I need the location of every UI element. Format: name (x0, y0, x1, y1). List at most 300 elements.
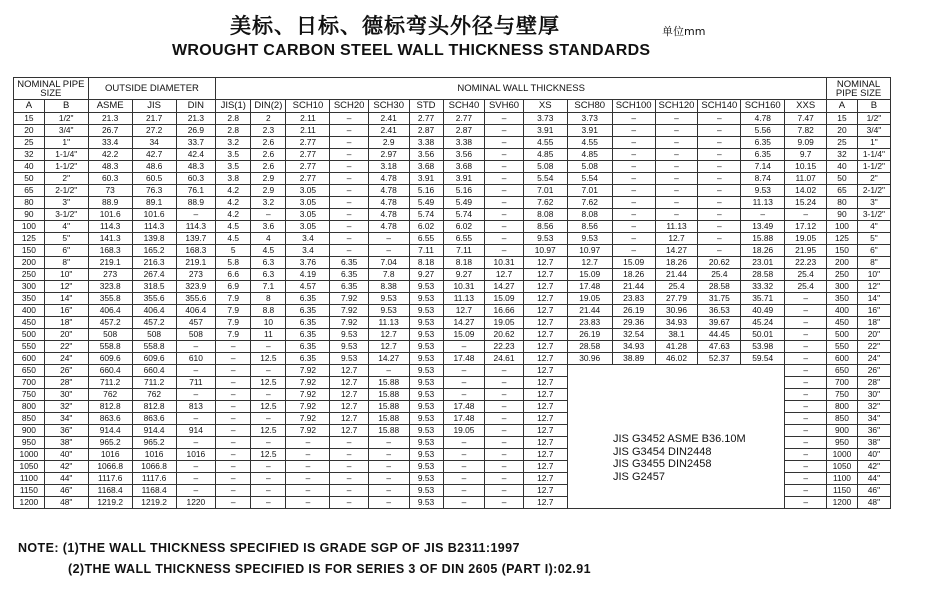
table-cell: 33.4 (88, 137, 132, 149)
table-cell: – (785, 473, 827, 485)
table-cell: 46" (857, 485, 890, 497)
table-cell: 21.3 (88, 113, 132, 125)
table-cell: 6.6 (216, 269, 251, 281)
table-cell: 9.53 (330, 341, 368, 353)
table-cell: – (330, 473, 368, 485)
table-cell: 4" (44, 221, 88, 233)
table-cell: – (443, 365, 485, 377)
table-cell: 17.48 (443, 401, 485, 413)
table-cell: – (368, 485, 409, 497)
table-cell: 13.49 (741, 221, 785, 233)
table-cell: 48.3 (88, 161, 132, 173)
table-cell: – (612, 197, 655, 209)
table-cell: 2.9 (251, 185, 286, 197)
table-cell: – (485, 149, 523, 161)
table-cell: 12.7 (368, 329, 409, 341)
table-cell: 355.6 (132, 293, 176, 305)
table-cell: 26.7 (88, 125, 132, 137)
table-cell: 17.48 (567, 281, 612, 293)
table-cell: 1016 (132, 449, 176, 461)
table-cell: 9.27 (443, 269, 485, 281)
table-cell: 15.88 (741, 233, 785, 245)
table-cell: 7.01 (567, 185, 612, 197)
table-cell: – (216, 377, 251, 389)
table-cell: 3.8 (216, 173, 251, 185)
table-cell: 250 (827, 269, 858, 281)
table-row (14, 173, 891, 185)
table-cell: 42.7 (132, 149, 176, 161)
table-cell: 6.35 (286, 329, 330, 341)
table-cell: 21.7 (132, 113, 176, 125)
table-cell: 14.27 (443, 317, 485, 329)
table-cell: 12" (44, 281, 88, 293)
table-cell: – (216, 365, 251, 377)
table-cell: 12.7 (523, 497, 567, 509)
table-cell: 12.7 (523, 269, 567, 281)
table-cell: 14.27 (368, 353, 409, 365)
table-cell: 6.35 (330, 257, 368, 269)
table-cell: 550 (14, 341, 45, 353)
table-cell: 42.4 (176, 149, 216, 161)
table-cell: – (485, 389, 523, 401)
column-header: DIN(2) (251, 100, 286, 113)
table-cell: 32" (857, 401, 890, 413)
table-cell: 1/2" (44, 113, 88, 125)
column-header: B (44, 100, 88, 113)
table-cell: 3.6 (251, 221, 286, 233)
table-cell: 2.8 (216, 125, 251, 137)
table-cell: 1200 (827, 497, 858, 509)
table-cell: 4.78 (368, 197, 409, 209)
table-cell: 23.83 (612, 293, 655, 305)
table-cell: 3.73 (567, 113, 612, 125)
table-cell: 47.63 (698, 341, 741, 353)
table-cell: – (698, 161, 741, 173)
note-1: NOTE: (1)THE WALL THICKNESS SPECIFIED IS GRADE SGP OF JIS B2311:1997 (18, 541, 520, 555)
header-outside-diameter: OUTSIDE DIAMETER (88, 78, 215, 100)
table-cell: 2-1/2" (857, 185, 890, 197)
table-cell: – (698, 197, 741, 209)
table-cell: 5.16 (409, 185, 443, 197)
table-cell: – (286, 485, 330, 497)
table-cell: 19.05 (785, 233, 827, 245)
table-cell: – (251, 365, 286, 377)
table-cell: 20" (44, 329, 88, 341)
table-cell: 12.7 (330, 413, 368, 425)
table-cell: 33.32 (741, 281, 785, 293)
table-cell: – (612, 173, 655, 185)
table-cell: – (655, 161, 698, 173)
table-cell: 1220 (176, 497, 216, 509)
table-cell: 9.53 (368, 293, 409, 305)
table-cell: – (176, 209, 216, 221)
table-cell: 1219.2 (88, 497, 132, 509)
table-cell: 9.53 (409, 353, 443, 365)
table-cell: 3.2 (216, 137, 251, 149)
table-cell: 3.05 (286, 221, 330, 233)
table-cell: 18" (44, 317, 88, 329)
table-cell: 89.1 (132, 197, 176, 209)
table-cell: 355.8 (88, 293, 132, 305)
table-cell: 3.91 (567, 125, 612, 137)
table-cell: – (655, 185, 698, 197)
table-cell: – (612, 149, 655, 161)
table-cell: – (485, 377, 523, 389)
table-cell: – (785, 497, 827, 509)
table-cell: 9.27 (409, 269, 443, 281)
table-cell: 6.35 (286, 317, 330, 329)
table-cell: 8" (857, 257, 890, 269)
table-cell: – (443, 461, 485, 473)
column-header: XXS (785, 100, 827, 113)
table-cell: 3/4" (857, 125, 890, 137)
table-cell: – (216, 473, 251, 485)
table-cell: 17.12 (785, 221, 827, 233)
table-cell: – (698, 149, 741, 161)
table-cell: 34 (132, 137, 176, 149)
table-cell: – (485, 497, 523, 509)
table-cell: 20.62 (485, 329, 523, 341)
table-cell: 36.53 (698, 305, 741, 317)
table-cell: 4.85 (523, 149, 567, 161)
table-cell: – (251, 497, 286, 509)
table-cell: 660.4 (88, 365, 132, 377)
table-cell: 17.48 (443, 413, 485, 425)
table-cell: 21.44 (612, 281, 655, 293)
table-cell: – (251, 209, 286, 221)
table-cell: 15 (827, 113, 858, 125)
table-cell: – (655, 209, 698, 221)
table-cell: – (612, 185, 655, 197)
table-cell: 1066.8 (132, 461, 176, 473)
table-cell: 12.7 (523, 365, 567, 377)
table-cell: 36" (44, 425, 88, 437)
table-cell: 5.8 (216, 257, 251, 269)
table-cell: 3.68 (409, 161, 443, 173)
table-cell: 350 (827, 293, 858, 305)
table-cell: 12.7 (523, 461, 567, 473)
table-cell: 19.05 (485, 317, 523, 329)
column-header: SCH30 (368, 100, 409, 113)
table-cell: 12.7 (523, 425, 567, 437)
table-cell: 25.4 (698, 269, 741, 281)
table-cell: 38.89 (612, 353, 655, 365)
table-cell: 8.38 (368, 281, 409, 293)
table-cell: – (698, 233, 741, 245)
table-row (14, 125, 891, 137)
table-cell: 5.08 (567, 161, 612, 173)
table-cell: – (655, 113, 698, 125)
table-row (14, 149, 891, 161)
table-row (14, 209, 891, 221)
table-cell: 558.8 (132, 341, 176, 353)
table-cell: – (485, 401, 523, 413)
table-cell: 9.53 (409, 317, 443, 329)
table-cell: – (330, 173, 368, 185)
table-cell: 25.4 (655, 281, 698, 293)
table-cell: 18.26 (741, 245, 785, 257)
table-cell: – (330, 485, 368, 497)
table-cell: 6.3 (251, 257, 286, 269)
table-cell: 7.92 (330, 293, 368, 305)
table-cell: 508 (132, 329, 176, 341)
table-cell: 15.09 (567, 269, 612, 281)
table-cell: 50 (14, 173, 45, 185)
table-cell: 812.8 (88, 401, 132, 413)
table-row (14, 365, 891, 377)
table-cell: 6.02 (409, 221, 443, 233)
table-cell: 750 (14, 389, 45, 401)
table-cell: – (698, 209, 741, 221)
table-cell: – (330, 113, 368, 125)
table-cell: 8 (251, 293, 286, 305)
header-nominal-pipe-size-left: NOMINAL PIPE SIZE (14, 78, 89, 100)
table-cell: 12.7 (523, 437, 567, 449)
table-cell: 12.7 (523, 377, 567, 389)
table-cell: 30.96 (655, 305, 698, 317)
table-cell: – (216, 461, 251, 473)
table-cell: 16" (44, 305, 88, 317)
table-cell: 10.31 (443, 281, 485, 293)
table-cell: 48.3 (176, 161, 216, 173)
table-cell: 15.88 (368, 413, 409, 425)
table-cell: 300 (14, 281, 45, 293)
table-cell: 4" (857, 221, 890, 233)
table-cell: 36" (857, 425, 890, 437)
table-cell: 3-1/2" (857, 209, 890, 221)
table-cell: 2.6 (251, 137, 286, 149)
table-cell: 3.18 (368, 161, 409, 173)
table-cell: 4.19 (286, 269, 330, 281)
table-cell: 11 (251, 329, 286, 341)
column-header: SCH160 (741, 100, 785, 113)
table-cell: 32.54 (612, 329, 655, 341)
table-cell: 41.28 (655, 341, 698, 353)
table-cell: 9.53 (409, 377, 443, 389)
table-cell: 355.6 (176, 293, 216, 305)
table-cell: 12.5 (251, 425, 286, 437)
table-cell: 65 (14, 185, 45, 197)
table-cell: 4.2 (216, 185, 251, 197)
table-cell: 1000 (14, 449, 45, 461)
table-cell: 500 (827, 329, 858, 341)
table-cell: 660.4 (132, 365, 176, 377)
table-cell: 2.77 (286, 161, 330, 173)
table-cell: 44" (44, 473, 88, 485)
table-cell: 80 (827, 197, 858, 209)
table-cell: 914.4 (88, 425, 132, 437)
table-cell: 114.3 (132, 221, 176, 233)
table-cell: 90 (827, 209, 858, 221)
table-cell: – (176, 485, 216, 497)
table-cell: 700 (827, 377, 858, 389)
table-cell: 1050 (14, 461, 45, 473)
table-cell: 6.35 (330, 269, 368, 281)
table-cell: 20 (14, 125, 45, 137)
table-cell: – (330, 197, 368, 209)
table-cell: 9.53 (741, 185, 785, 197)
table-cell: 90 (14, 209, 45, 221)
table-cell: 24" (44, 353, 88, 365)
table-cell: 914.4 (132, 425, 176, 437)
table-cell: 350 (14, 293, 45, 305)
table-cell: 2" (44, 173, 88, 185)
table-cell: 1-1/2" (44, 161, 88, 173)
table-cell: 6.35 (286, 353, 330, 365)
table-cell: 15.88 (368, 401, 409, 413)
table-cell: 40 (827, 161, 858, 173)
table-cell: 610 (176, 353, 216, 365)
table-cell: – (612, 161, 655, 173)
table-cell: 40" (857, 449, 890, 461)
table-cell: – (655, 173, 698, 185)
table-cell: 457.2 (88, 317, 132, 329)
table-cell: – (485, 197, 523, 209)
table-cell: – (286, 473, 330, 485)
table-cell: 450 (14, 317, 45, 329)
table-cell: – (443, 449, 485, 461)
table-cell: 4.78 (368, 173, 409, 185)
table-cell: – (485, 221, 523, 233)
table-cell: 965.2 (132, 437, 176, 449)
table-cell: – (330, 461, 368, 473)
jis-standard-line: JIS G3454 DIN2448 (613, 445, 712, 458)
table-cell: – (612, 245, 655, 257)
table-cell: 26.9 (176, 125, 216, 137)
table-cell: 1" (857, 137, 890, 149)
table-cell: 14.27 (485, 281, 523, 293)
table-cell: 2" (857, 173, 890, 185)
table-cell: 406.4 (132, 305, 176, 317)
table-cell: 150 (14, 245, 45, 257)
table-cell: 2.6 (251, 149, 286, 161)
table-cell: 100 (827, 221, 858, 233)
table-cell: 711.2 (88, 377, 132, 389)
table-cell: 600 (14, 353, 45, 365)
table-cell: 5.08 (523, 161, 567, 173)
table-row (14, 353, 891, 365)
table-cell: 22" (857, 341, 890, 353)
table-cell: 1/2" (857, 113, 890, 125)
table-cell: 5.54 (567, 173, 612, 185)
table-cell: 50.01 (741, 329, 785, 341)
table-cell: 88.9 (176, 197, 216, 209)
table-cell: 4.55 (567, 137, 612, 149)
table-cell: 27.79 (655, 293, 698, 305)
table-cell: – (330, 221, 368, 233)
table-cell: 9.53 (409, 281, 443, 293)
table-cell: 5.56 (741, 125, 785, 137)
table-cell: 25.4 (785, 281, 827, 293)
table-row (14, 137, 891, 149)
table-cell: 30" (44, 389, 88, 401)
table-cell: 2 (251, 113, 286, 125)
table-cell: 34" (44, 413, 88, 425)
table-cell: – (785, 353, 827, 365)
table-cell: 12.5 (251, 353, 286, 365)
table-cell: 11.13 (741, 197, 785, 209)
table-cell: 609.6 (132, 353, 176, 365)
table-cell: 3.68 (443, 161, 485, 173)
table-cell: 44" (857, 473, 890, 485)
table-cell: 8.56 (523, 221, 567, 233)
table-row (14, 113, 891, 125)
table-cell: 2.41 (368, 113, 409, 125)
table-cell: 12.5 (251, 449, 286, 461)
table-cell: – (485, 233, 523, 245)
table-cell: 2.6 (251, 161, 286, 173)
table-cell: – (330, 233, 368, 245)
table-cell: 15.24 (785, 197, 827, 209)
table-cell: 406.4 (176, 305, 216, 317)
table-cell: – (251, 341, 286, 353)
table-cell: 3" (857, 197, 890, 209)
table-cell: – (216, 341, 251, 353)
table-cell: 12.7 (443, 305, 485, 317)
table-cell: 400 (827, 305, 858, 317)
table-cell: – (485, 365, 523, 377)
table-cell: 2.77 (286, 149, 330, 161)
table-row (14, 257, 891, 269)
table-cell: – (485, 173, 523, 185)
table-cell: – (785, 425, 827, 437)
table-cell: 508 (176, 329, 216, 341)
table-cell: – (251, 437, 286, 449)
table-cell: 3.38 (409, 137, 443, 149)
table-cell: 10.15 (785, 161, 827, 173)
column-header: XS (523, 100, 567, 113)
table-cell: 48.6 (132, 161, 176, 173)
table-cell: 18" (857, 317, 890, 329)
table-cell: 1000 (827, 449, 858, 461)
table-cell: – (485, 137, 523, 149)
table-cell: 88.9 (88, 197, 132, 209)
table-cell: 7.04 (368, 257, 409, 269)
table-cell: 500 (14, 329, 45, 341)
table-cell: 29.36 (612, 317, 655, 329)
table-cell: 1150 (827, 485, 858, 497)
table-cell: 60.3 (88, 173, 132, 185)
table-cell: 1100 (14, 473, 45, 485)
table-cell: – (368, 245, 409, 257)
table-cell: 219.1 (176, 257, 216, 269)
table-cell: 38" (857, 437, 890, 449)
table-cell: – (368, 449, 409, 461)
page-title-english: WROUGHT CARBON STEEL WALL THICKNESS STANDARDS (172, 42, 651, 59)
table-cell: 863.6 (88, 413, 132, 425)
table-cell: 76.1 (176, 185, 216, 197)
table-cell: – (485, 125, 523, 137)
table-cell: 12.7 (523, 485, 567, 497)
table-cell: 12.7 (523, 257, 567, 269)
table-cell: 600 (827, 353, 858, 365)
table-cell: 1219.2 (132, 497, 176, 509)
table-cell: 23.83 (567, 317, 612, 329)
table-cell: 965.2 (88, 437, 132, 449)
table-cell: 219.1 (88, 257, 132, 269)
table-cell: – (612, 137, 655, 149)
table-cell: 12.7 (523, 389, 567, 401)
table-cell: 900 (14, 425, 45, 437)
table-cell: – (612, 113, 655, 125)
table-cell: 18.26 (612, 269, 655, 281)
table-cell: 3.56 (443, 149, 485, 161)
table-cell: 8.08 (523, 209, 567, 221)
table-cell: – (785, 461, 827, 473)
table-cell: 4.57 (286, 281, 330, 293)
table-cell: 12.7 (330, 401, 368, 413)
table-cell: – (176, 365, 216, 377)
